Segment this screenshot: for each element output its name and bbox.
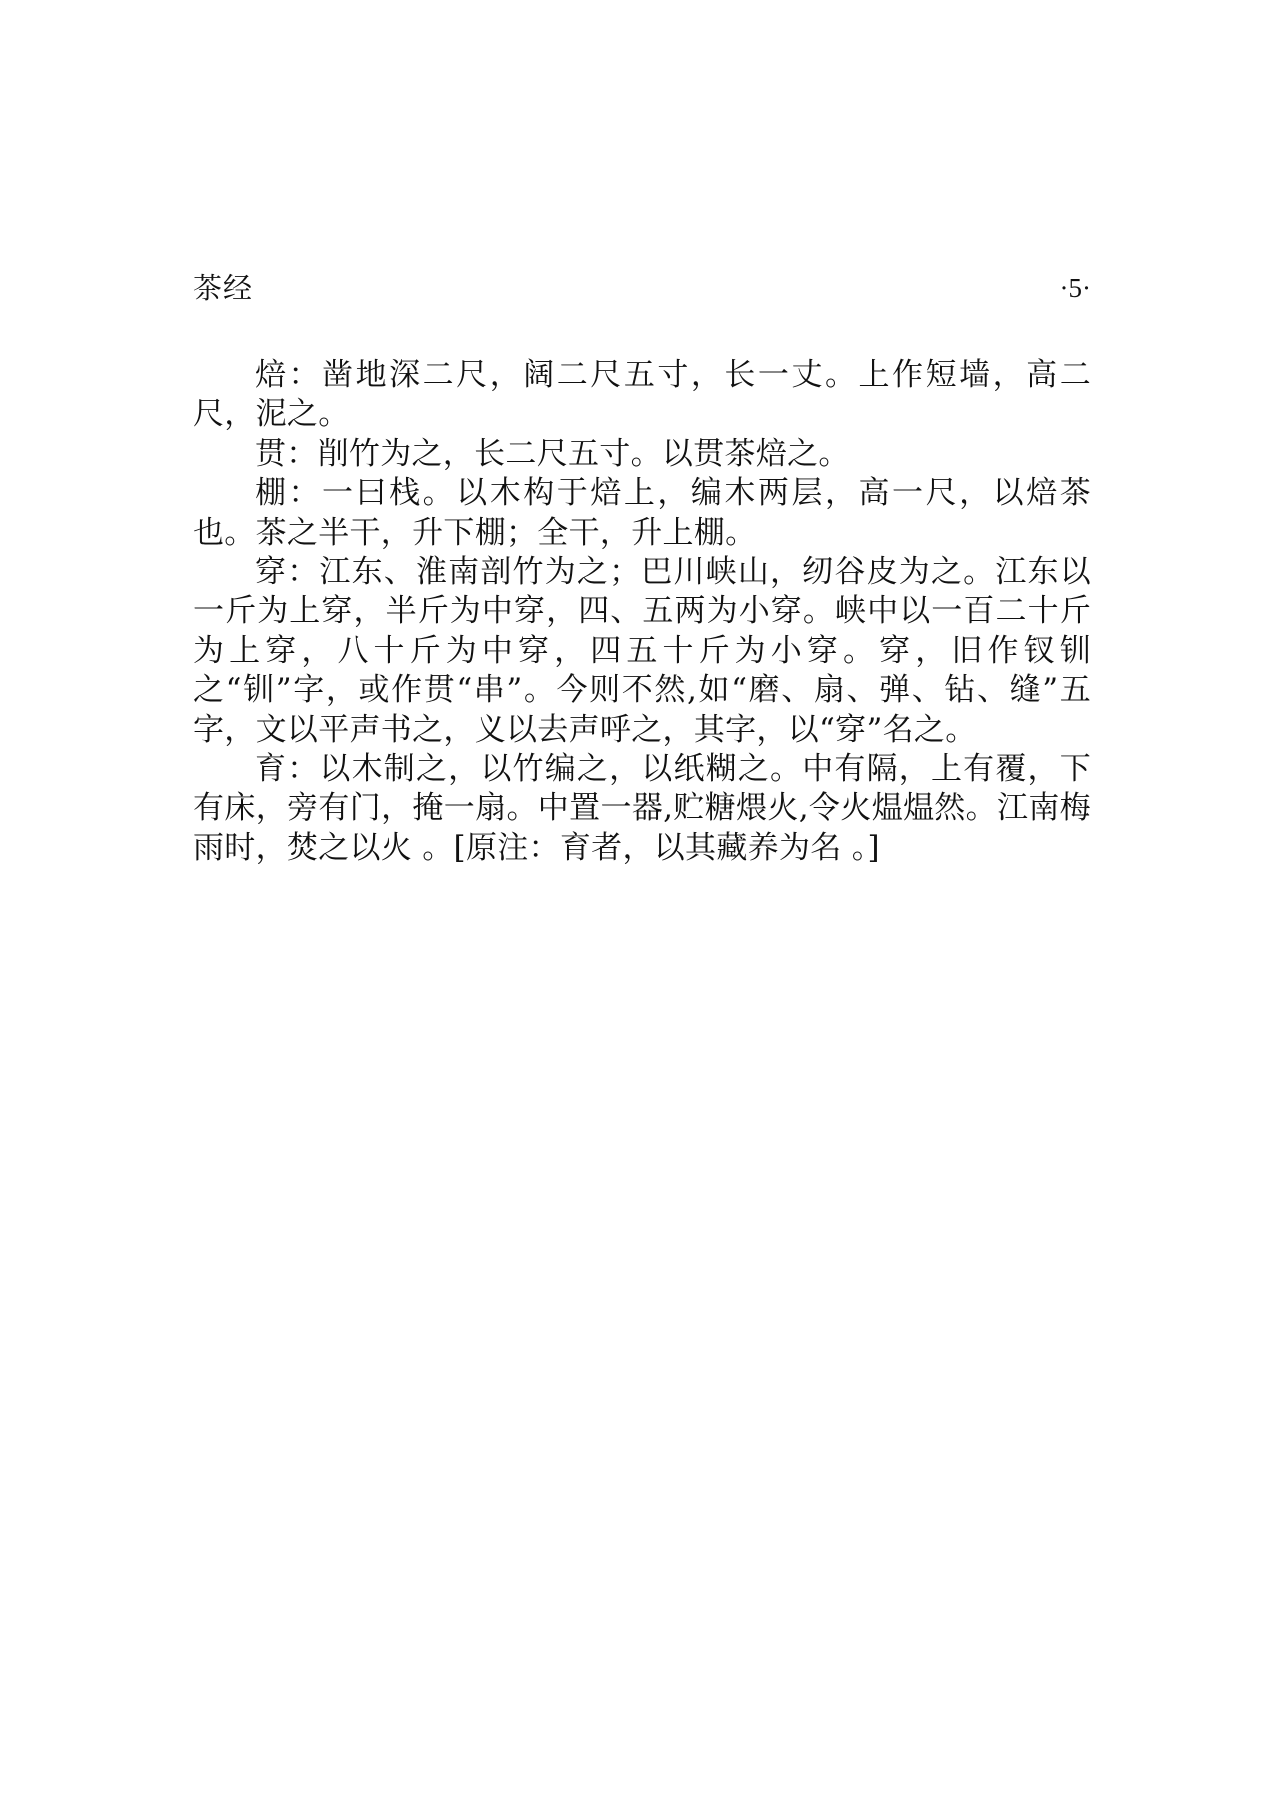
- paragraph-guan: 贯：削竹为之，长二尺五寸。以贯茶焙之。: [255, 435, 850, 472]
- body-text: [193, 356, 1091, 868]
- paragraph-yu: 育：以木制之，以竹编之，以纸糊之。中有隔，上有覆，下有床，旁有门，掩一扇。中置一器,贮糖煨火,令火煴煴然。江南梅雨时，焚之以火 。[原注：育者，以其藏养为名 。]: [193, 751, 1091, 866]
- paragraph-bei: 焙：凿地深二尺，阔二尺五寸，长一丈。上作短墙，高二尺，泥之。: [193, 357, 1091, 433]
- paragraph-peng: 棚：一曰栈。以木构于焙上，编木两层，高一尺，以焙茶也。茶之半干，升下棚；全干，升上棚。: [193, 475, 1091, 551]
- book-title: 茶经: [193, 271, 254, 305]
- paragraph-chuan: 穿：江东、淮南剖竹为之；巴川峡山，纫谷皮为之。江东以一斤为上穿，半斤为中穿，四、五两为小穿。峡中以一百二十斤为上穿，八十斤为中穿，四五十斤为小穿。穿，旧作钗钏之“钏”字，或作贯“串”。今则不然,如“磨、扇、弹、钻、缝”五字，文以平声书之，义以去声呼之，其字，以“穿”名之。: [193, 554, 1091, 748]
- page-number: ·5·: [1059, 273, 1091, 303]
- running-header: [193, 268, 1091, 308]
